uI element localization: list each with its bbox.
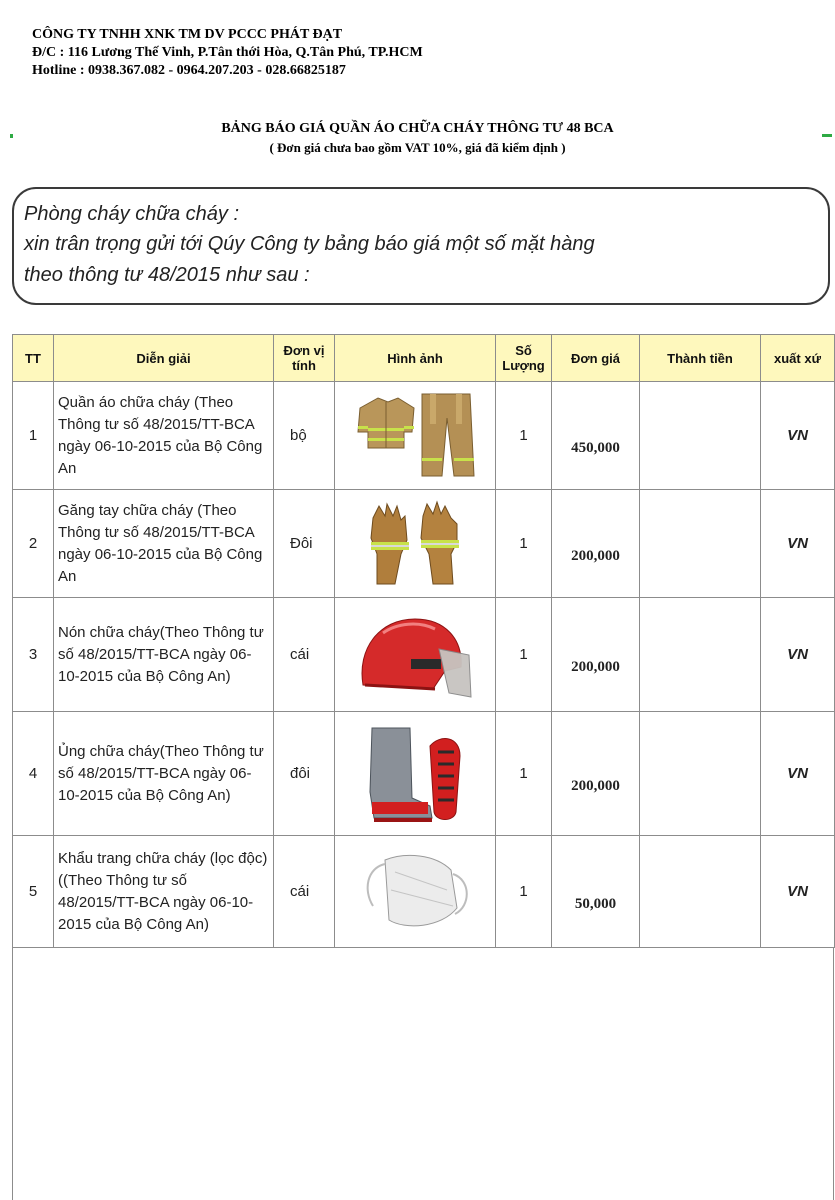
row-unit: Đôi [274, 490, 335, 598]
row-price: 450,000 [552, 382, 640, 490]
header-unit: Đơn vị tính [274, 335, 335, 382]
table-row [13, 836, 835, 948]
face-mask-icon [355, 850, 475, 934]
row-amount [640, 490, 761, 598]
row-price: 50,000 [552, 836, 640, 948]
table-row [13, 382, 835, 490]
header-qty: Số Lượng [496, 335, 552, 382]
table-row [13, 598, 835, 712]
row-image [335, 712, 496, 836]
header-desc: Diễn giải [54, 335, 274, 382]
header-origin: xuất xứ [761, 335, 835, 382]
firefighter-suit-icon [350, 388, 480, 484]
row-origin: VN [761, 598, 835, 712]
header-amount: Thành tiền [640, 335, 761, 382]
row-unit: bộ [274, 382, 335, 490]
row-quantity: 1 [496, 382, 552, 490]
row-price: 200,000 [552, 490, 640, 598]
row-unit: cái [274, 836, 335, 948]
intro-line-3: theo thông tư 48/2015 như sau : [24, 264, 310, 286]
header-price: Đơn giá [552, 335, 640, 382]
row-description: Nón chữa cháy(Theo Thông tư số 48/2015/TT-BCA ngày 06-10-2015 của Bộ Công An) [54, 598, 274, 712]
row-quantity: 1 [496, 598, 552, 712]
row-amount [640, 598, 761, 712]
price-table [12, 334, 835, 948]
header-tt: TT [13, 335, 54, 382]
row-price: 200,000 [552, 598, 640, 712]
row-amount [640, 836, 761, 948]
row-number: 1 [13, 382, 54, 490]
table-row [13, 712, 835, 836]
table-row [13, 490, 835, 598]
intro-line-2: xin trân trọng gửi tới Qúy Công ty bảng báo giá một số mặt hàng [24, 233, 595, 255]
row-quantity: 1 [496, 490, 552, 598]
row-image [335, 382, 496, 490]
company-header [32, 26, 423, 80]
row-image [335, 598, 496, 712]
company-hotline: Hotline : 0938.367.082 - 0964.207.203 - 028.66825187 [32, 63, 346, 78]
row-image [335, 490, 496, 598]
company-address: Đ/C : 116 Lương Thế Vinh, P.Tân thới Hòa, Q.Tân Phú, TP.HCM [32, 45, 423, 60]
blank-table-area [12, 948, 834, 1200]
row-description: Ủng chữa cháy(Theo Thông tư số 48/2015/TT-BCA ngày 06-10-2015 của Bộ Công An) [54, 712, 274, 836]
row-origin: VN [761, 490, 835, 598]
row-description: Quần áo chữa cháy (Theo Thông tư số 48/2015/TT-BCA ngày 06-10-2015 của Bộ Công An [54, 382, 274, 490]
row-quantity: 1 [496, 836, 552, 948]
fire-gloves-icon [365, 498, 465, 590]
intro-line-1: Phòng cháy chữa cháy : [24, 203, 240, 225]
intro-box [12, 187, 830, 305]
header-image: Hình ảnh [335, 335, 496, 382]
row-number: 4 [13, 712, 54, 836]
row-unit: cái [274, 598, 335, 712]
row-origin: VN [761, 382, 835, 490]
row-number: 3 [13, 598, 54, 712]
quote-subtitle: ( Đơn giá chưa bao gồm VAT 10%, giá đã kiểm định ) [269, 140, 566, 155]
row-description: Găng tay chữa cháy (Theo Thông tư số 48/2015/TT-BCA ngày 06-10-2015 của Bộ Công An [54, 490, 274, 598]
fire-boots-icon [360, 722, 470, 826]
row-quantity: 1 [496, 712, 552, 836]
row-origin: VN [761, 836, 835, 948]
row-amount [640, 382, 761, 490]
row-unit: đôi [274, 712, 335, 836]
row-amount [640, 712, 761, 836]
row-price: 200,000 [552, 712, 640, 836]
row-origin: VN [761, 712, 835, 836]
company-name: CÔNG TY TNHH XNK TM DV PCCC PHÁT ĐẠT [32, 27, 343, 42]
row-image [335, 836, 496, 948]
row-number: 5 [13, 836, 54, 948]
row-description: Khẩu trang chữa cháy (lọc độc) ((Theo Thông tư số 48/2015/TT-BCA ngày 06-10-2015 của Bộ Công An) [54, 836, 274, 948]
table-header-row [13, 335, 835, 382]
fire-helmet-icon [353, 609, 477, 701]
row-number: 2 [13, 490, 54, 598]
quote-title: BẢNG BÁO GIÁ QUẦN ÁO CHỮA CHÁY THÔNG TƯ 48 BCA [221, 121, 614, 136]
